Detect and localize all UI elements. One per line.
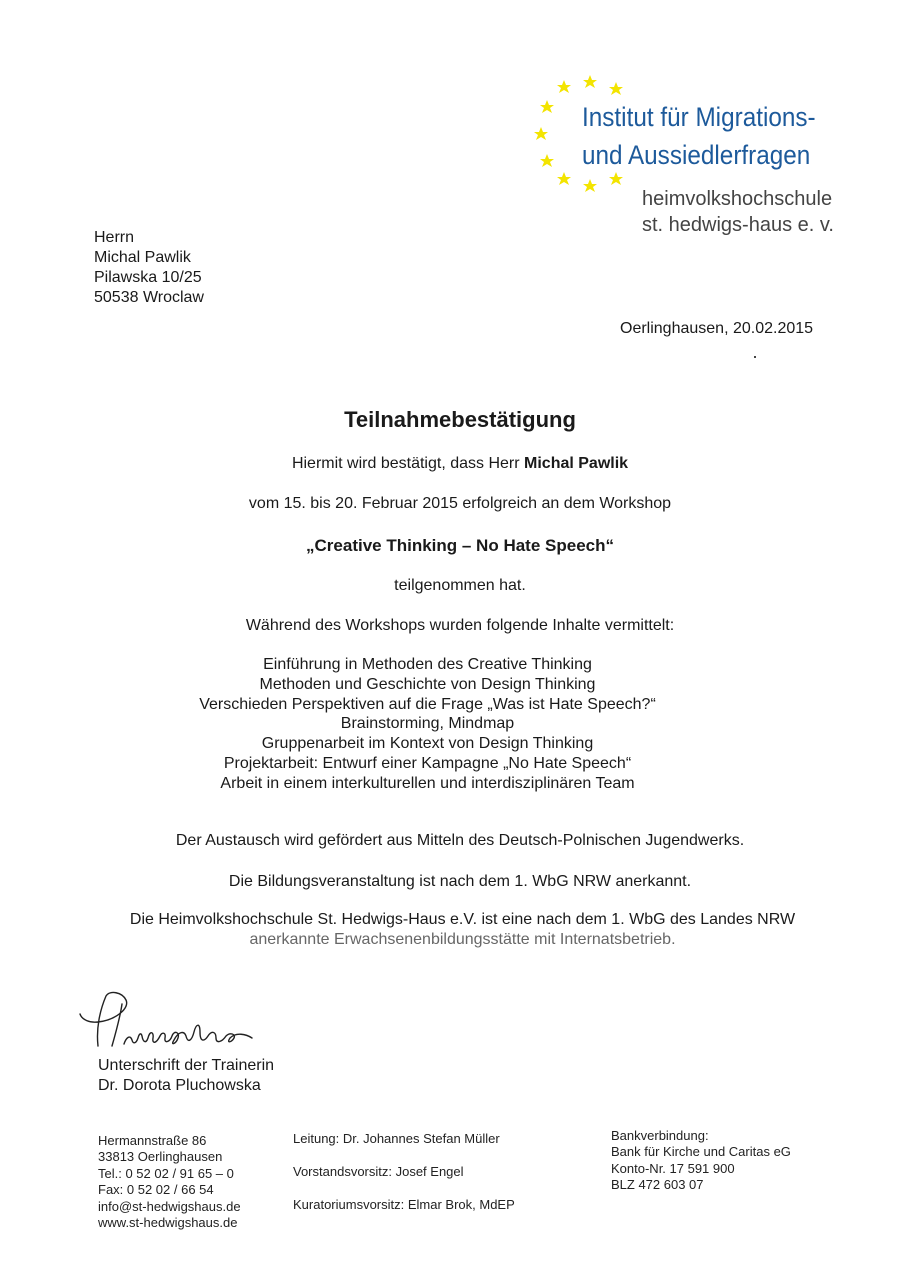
recipient-address [94,228,204,308]
topic-item: Einführung in Methoden des Creative Thinking [263,656,592,673]
logo-title [582,98,816,174]
topic-item: Methoden und Geschichte von Design Thinking [259,675,596,693]
period-line: vom 15. bis 20. Februar 2015 erfolgreich an dem Workshop [248,495,672,512]
footer-management-line: Vorstandsvorsitz: Josef Engel [293,1163,464,1179]
logo-title-line2: und Aussiedlerfragen [582,140,811,170]
institution-line1: Die Heimvolkshochschule St. Hedwigs-Haus e.V. ist eine nach dem 1. WbG des Landes NRW [129,911,796,928]
footer-address [98,1133,241,1231]
topic-item: Arbeit in einem interkulturellen und interdisziplinären Team [220,774,635,792]
signature-name: Dr. Dorota Pluchowska [98,1077,261,1094]
participated-line: teilgenommen hat. [394,577,526,594]
footer-management-line: Leitung: Dr. Johannes Stefan Müller [293,1131,500,1146]
topics-list [0,655,855,794]
topic-item: Gruppenarbeit im Kontext von Design Thinking [261,735,594,753]
footer-bank [611,1128,791,1194]
date-line: Oerlinghausen, 20.02.2015 [620,320,814,337]
star-icon [557,80,571,93]
footer-phone: Tel.: 0 52 02 / 91 65 – 0 [98,1165,234,1181]
recipient-name: Michal Pawlik [94,249,191,266]
footer-bank-line: Bank für Kirche und Caritas eG [611,1144,791,1160]
signature-block [98,1056,274,1096]
footer-management [293,1131,515,1230]
topic-item: Brainstorming, Mindmap [340,715,515,733]
star-icon [609,82,623,95]
signature-label: Unterschrift der Trainerin [98,1057,275,1074]
document-title: Teilnahmebestätigung [344,407,576,432]
star-icon [540,100,554,113]
recipient-city: 50538 Wroclaw [94,289,204,306]
star-icon [557,172,571,185]
confirm-name: Michal Pawlik [524,455,629,472]
footer-management-line: Kuratoriumsvorsitz: Elmar Brok, MdEP [293,1196,515,1212]
footer-address-line: Hermannstraße 86 [98,1133,207,1148]
star-icon [583,75,597,88]
footer-bank-line: Konto-Nr. 17 591 900 [611,1160,735,1176]
institution-line2: anerkannte Erwachsenenbildungsstätte mit Internatsbetrieb. [249,931,676,948]
logo-sub-line1: heimvolkshochschule [642,188,833,210]
recipient-street: Pilawska 10/25 [94,269,202,286]
footer-address-line: 33813 Oerlinghausen [98,1149,223,1165]
topic-item: Projektarbeit: Entwurf einer Kampagne „No Hate Speech“ [223,754,632,772]
footer-fax: Fax: 0 52 02 / 66 54 [98,1182,214,1198]
footer-bank-line: Bankverbindung: [611,1128,709,1143]
logo-sub-line2: st. hedwigs-haus e. v. [642,214,834,236]
handwritten-signature [76,988,276,1058]
contents-intro: Während des Workshops wurden folgende Inhalte vermittelt: [245,617,675,634]
confirm-line [0,455,907,473]
star-icon [540,154,554,167]
star-icon [534,127,548,140]
footer-website: www.st-hedwigshaus.de [98,1215,238,1231]
institution-statement [0,910,907,950]
logo-title-line1: Institut für Migrations- [582,102,816,132]
topic-item: Verschieden Perspektiven auf die Frage „Was ist Hate Speech?“ [199,695,656,713]
logo-subtitle [642,186,834,238]
funding-line: Der Austausch wird gefördert aus Mitteln des Deutsch-Polnischen Jugendwerks. [175,832,745,849]
recipient-salutation: Herrn [94,229,135,246]
confirm-prefix: Hiermit wird bestätigt, dass Herr [291,455,520,472]
footer-email: info@st-hedwigshaus.de [98,1198,241,1214]
mark-dot [754,356,756,358]
workshop-title: „Creative Thinking – No Hate Speech“ [306,536,614,555]
footer-bank-line: BLZ 472 603 07 [611,1177,704,1193]
star-icon [583,179,597,192]
accreditation-line: Die Bildungsveranstaltung ist nach dem 1. WbG NRW anerkannt. [228,873,692,890]
